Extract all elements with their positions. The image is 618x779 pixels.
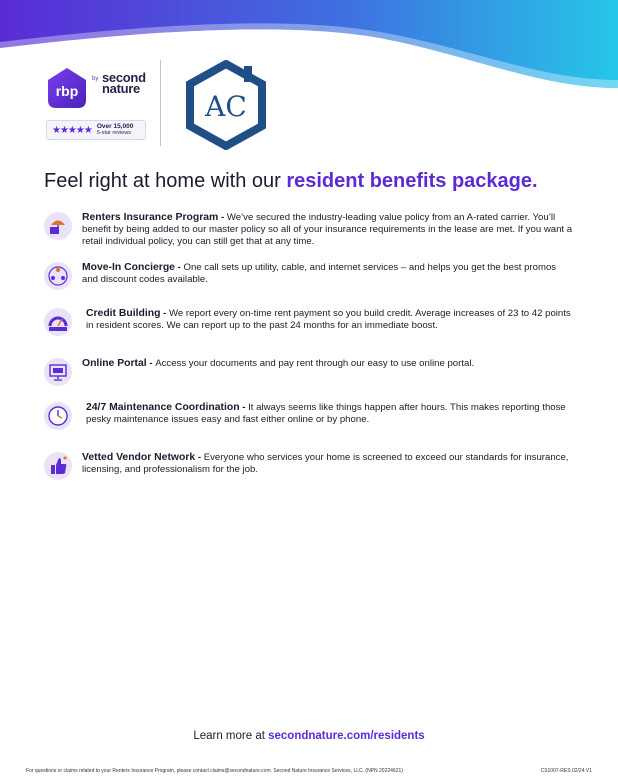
footer-code: CS1007-RES 02/24 V1 xyxy=(540,768,592,774)
concierge-services-icon xyxy=(44,262,72,290)
rbp-logo-text: rbp xyxy=(55,83,79,99)
online-portal-icon xyxy=(44,358,72,386)
rbp-by-text: by xyxy=(92,76,99,82)
benefit-title: 24/7 Maintenance Coordination xyxy=(86,402,240,413)
partner-logo xyxy=(184,60,268,150)
benefit-title: Online Portal xyxy=(82,358,147,369)
benefit-body: Everyone who services your home is screened to exceed our standards for insurance, licensing, and professionalism for the job. xyxy=(82,452,569,475)
benefit-title: Move-In Concierge xyxy=(82,262,175,273)
benefit-title: Renters Insurance Program xyxy=(82,212,219,223)
rating-badge xyxy=(46,120,146,140)
residents-link[interactable]: secondnature.com/residents xyxy=(268,730,425,742)
headline-prefix: Feel right at home with our xyxy=(44,170,287,192)
logo-divider xyxy=(160,60,161,146)
benefit-title: Credit Building xyxy=(86,308,161,319)
learn-more-prefix: Learn more at xyxy=(193,730,269,742)
vetted-thumbs-up-icon xyxy=(44,452,72,480)
benefit-body: It always seems like things happen after hours. This makes reporting those pesky maintenance issues easy and fast either online or by phone. xyxy=(86,402,566,425)
credit-score-icon xyxy=(44,308,72,336)
brand-name: second nature xyxy=(102,70,146,96)
page-headline xyxy=(44,170,538,193)
headline-highlight: resident benefits package. xyxy=(286,170,538,192)
benefit-body: Access your documents and pay rent through our easy to use online portal. xyxy=(155,358,475,369)
partner-logo-text: AC xyxy=(205,90,247,123)
benefit-body: One call sets up utility, cable, and internet services – and helps you get the best promos and discount codes available. xyxy=(82,262,557,285)
rating-count: Over 15,000 xyxy=(96,123,134,130)
benefit-title: Vetted Vendor Network xyxy=(82,452,196,463)
umbrella-house-icon xyxy=(44,212,72,240)
rating-label: 5-star reviews xyxy=(96,130,132,136)
benefit-body: We’ve secured the industry-leading value policy from an A-rated carrier. You’ll benefit by being added to our master policy so all of your insurance requirements in the lease are met. If you want a retail individual policy, you can still get that at any time. xyxy=(82,212,573,247)
star-rating-icon: ★★★★★ xyxy=(52,124,92,136)
footer-disclaimer: For questions or claims related to your Renters Insurance Program, please contact claims@secondnature.com. Second Nature Insurance Services, LLC. (NPN 20224621) xyxy=(26,768,403,774)
learn-more xyxy=(0,730,618,742)
benefit-body: We report every on-time rent payment so you build credit. Average increases of 23 to 42 points in resident scores. We can report up to the past 24 months for an immediate boost. xyxy=(86,308,571,331)
maintenance-clock-icon xyxy=(44,402,72,430)
rbp-logo xyxy=(46,66,88,110)
